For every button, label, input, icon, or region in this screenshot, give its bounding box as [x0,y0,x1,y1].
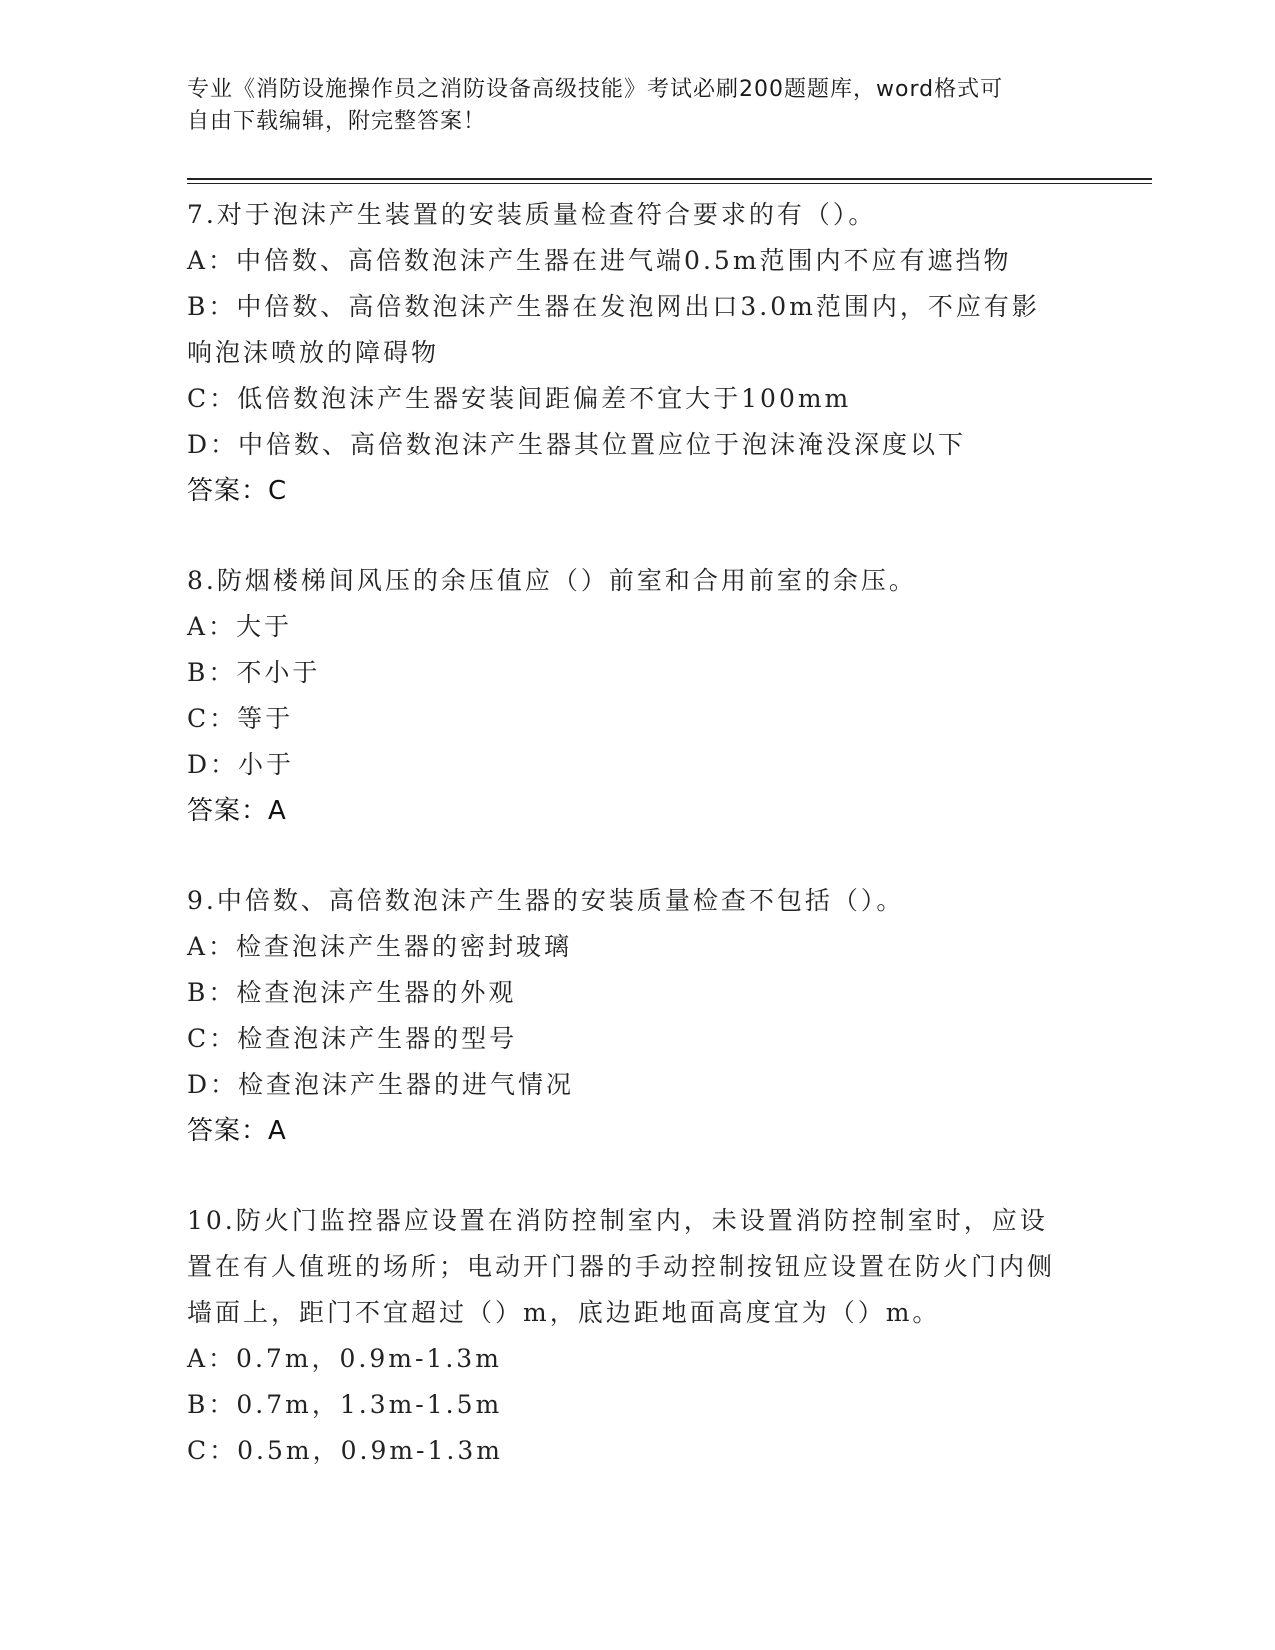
question-8 [187,558,1067,834]
option-b: B：不小于 [187,658,321,687]
option-a: A：0.7m，0.9m-1.3m [187,1344,502,1373]
option-a: A：大于 [187,612,293,641]
option-b: B：检查泡沫产生器的外观 [187,978,517,1007]
option-b: B：0.7m，1.3m-1.5m [187,1390,503,1419]
option-d: D：小于 [187,750,295,779]
question-10 [187,1198,1067,1474]
option-a: A：中倍数、高倍数泡沫产生器在进气端0.5m范围内不应有遮挡物 [187,246,1012,275]
header-line-1: 专业《消防设施操作员之消防设备高级技能》考试必刷200题题库，word格式可 [187,77,1004,102]
header-divider-thick [187,178,1152,180]
question-9 [187,878,1067,1154]
option-b: B：中倍数、高倍数泡沫产生器在发泡网出口3.0m范围内，不应有影响泡沫喷放的障碍物 [187,292,1040,367]
question-text: 9.中倍数、高倍数泡沫产生器的安装质量检查不包括（）。 [187,886,905,915]
header-divider-thin [187,183,1152,184]
option-c: C：检查泡沫产生器的型号 [187,1024,518,1053]
option-c: C：等于 [187,704,294,733]
question-text: 10.防火门监控器应设置在消防控制室内，未设置消防控制室时，应设置在有人值班的场所；电动开门器的手动控制按钮应设置在防火门内侧墙面上，距门不宜超过（）m，底边距地面高度宜为（）m。 [187,1206,1056,1327]
option-c: C：低倍数泡沫产生器安装间距偏差不宜大于100mm [187,384,852,413]
answer-label: 答案：A [187,796,287,826]
question-7 [187,192,1067,514]
option-a: A：检查泡沫产生器的密封玻璃 [187,932,573,961]
question-text: 7.对于泡沫产生装置的安装质量检查符合要求的有（）。 [187,200,877,229]
answer-label: 答案：C [187,476,288,506]
option-c: C：0.5m，0.9m-1.3m [187,1436,503,1465]
option-d: D：中倍数、高倍数泡沫产生器其位置应位于泡沫淹没深度以下 [187,430,967,459]
document-header [187,74,1067,138]
question-text: 8.防烟楼梯间风压的余压值应（）前室和合用前室的余压。 [187,566,917,595]
question-list [187,192,1067,1474]
option-d: D：检查泡沫产生器的进气情况 [187,1070,575,1099]
answer-label: 答案：A [187,1116,287,1146]
header-line-2: 自由下载编辑，附完整答案！ [187,109,487,134]
